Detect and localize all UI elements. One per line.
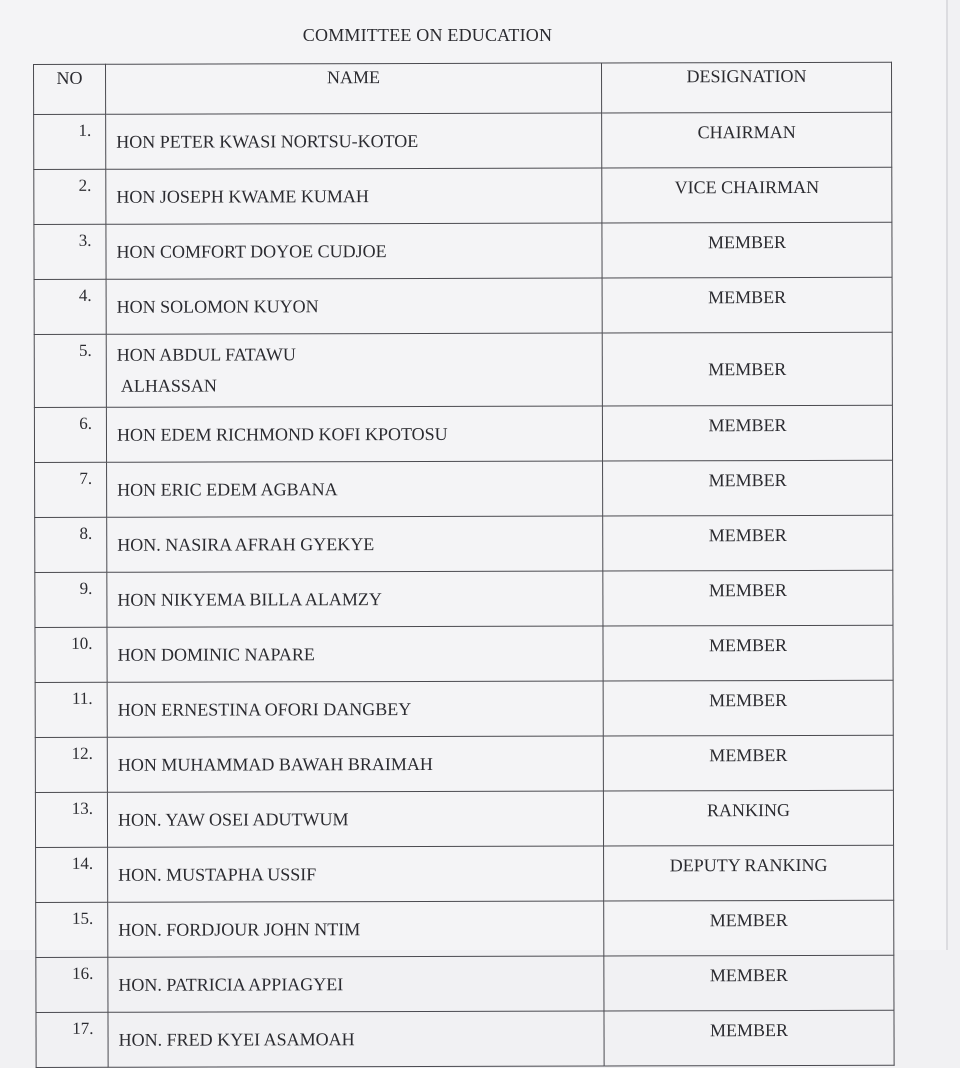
header-no: NO — [34, 64, 106, 114]
member-name: HON. FORDJOUR JOHN NTIM — [108, 901, 604, 957]
member-designation: CHAIRMAN — [602, 112, 892, 168]
table-header-row — [34, 62, 892, 114]
table-row — [35, 625, 893, 682]
table-row — [34, 332, 892, 407]
member-name: HON. FRED KYEI ASAMOAH — [108, 1011, 604, 1067]
member-designation: RANKING — [603, 790, 893, 846]
header-designation: DESIGNATION — [601, 62, 891, 113]
member-designation: MEMBER — [604, 955, 894, 1011]
row-number: 3. — [34, 224, 106, 279]
document-title: COMMITTEE ON EDUCATION — [302, 25, 553, 45]
member-name: HON MUHAMMAD BAWAH BRAIMAH — [107, 736, 603, 792]
table-row — [35, 515, 893, 572]
member-designation: MEMBER — [603, 735, 893, 791]
row-number: 1. — [34, 114, 106, 169]
member-name: HON JOSEPH KWAME KUMAH — [106, 168, 602, 224]
table-row — [34, 167, 892, 224]
table-row — [36, 955, 894, 1012]
row-number: 11. — [35, 682, 107, 737]
member-designation: MEMBER — [603, 460, 893, 516]
table-row — [35, 790, 893, 847]
member-name: HON ERNESTINA OFORI DANGBEY — [107, 681, 603, 737]
member-name: HON SOLOMON KUYON — [106, 278, 602, 334]
member-name: HON EDEM RICHMOND KOFI KPOTOSU — [106, 406, 602, 462]
committee-members-table — [33, 62, 895, 1068]
member-name-cell — [106, 333, 602, 407]
member-name: HON. YAW OSEI ADUTWUM — [107, 791, 603, 847]
row-number: 15. — [36, 902, 108, 957]
table-row — [36, 845, 894, 902]
member-designation: MEMBER — [602, 405, 892, 461]
member-designation: MEMBER — [604, 900, 894, 956]
member-designation: MEMBER — [603, 680, 893, 736]
member-name: HON ABDUL FATAWU — [116, 344, 296, 365]
row-number: 9. — [35, 572, 107, 627]
member-name: HON. NASIRA AFRAH GYEKYE — [107, 516, 603, 572]
member-designation: MEMBER — [603, 515, 893, 571]
member-designation: MEMBER — [602, 277, 892, 333]
table-row — [34, 112, 892, 169]
table-row — [35, 680, 893, 737]
row-number: 12. — [35, 737, 107, 792]
row-number: 13. — [35, 792, 107, 847]
member-name: HON COMFORT DOYOE CUDJOE — [106, 223, 602, 279]
member-name-continued: ALHASSAN — [120, 375, 217, 396]
header-name: NAME — [106, 63, 602, 114]
member-designation: DEPUTY RANKING — [604, 845, 894, 901]
row-number: 2. — [34, 169, 106, 224]
member-designation: MEMBER — [603, 625, 893, 681]
member-name: HON NIKYEMA BILLA ALAMZY — [107, 571, 603, 627]
row-number: 14. — [36, 847, 108, 902]
row-number: 7. — [35, 462, 107, 517]
member-designation: MEMBER — [602, 332, 892, 406]
member-name: HON. PATRICIA APPIAGYEI — [108, 956, 604, 1012]
member-designation: MEMBER — [604, 1010, 894, 1066]
table-row — [34, 277, 892, 334]
row-number: 5. — [34, 334, 106, 407]
table-row — [34, 222, 892, 279]
member-name: HON ERIC EDEM AGBANA — [107, 461, 603, 517]
table-row — [35, 735, 893, 792]
row-number: 17. — [36, 1012, 108, 1067]
member-name: HON DOMINIC NAPARE — [107, 626, 603, 682]
member-designation: MEMBER — [602, 222, 892, 278]
member-name: HON. MUSTAPHA USSIF — [108, 846, 604, 902]
table-row — [34, 405, 892, 462]
row-number: 16. — [36, 957, 108, 1012]
row-number: 8. — [35, 517, 107, 572]
member-designation: MEMBER — [603, 570, 893, 626]
table-row — [35, 570, 893, 627]
member-designation: VICE CHAIRMAN — [602, 167, 892, 223]
table-row — [36, 900, 894, 957]
row-number: 10. — [35, 627, 107, 682]
member-name: HON PETER KWASI NORTSU-KOTOE — [106, 113, 602, 169]
table-row — [35, 460, 893, 517]
table-row — [36, 1010, 894, 1067]
row-number: 6. — [34, 407, 106, 462]
row-number: 4. — [34, 279, 106, 334]
